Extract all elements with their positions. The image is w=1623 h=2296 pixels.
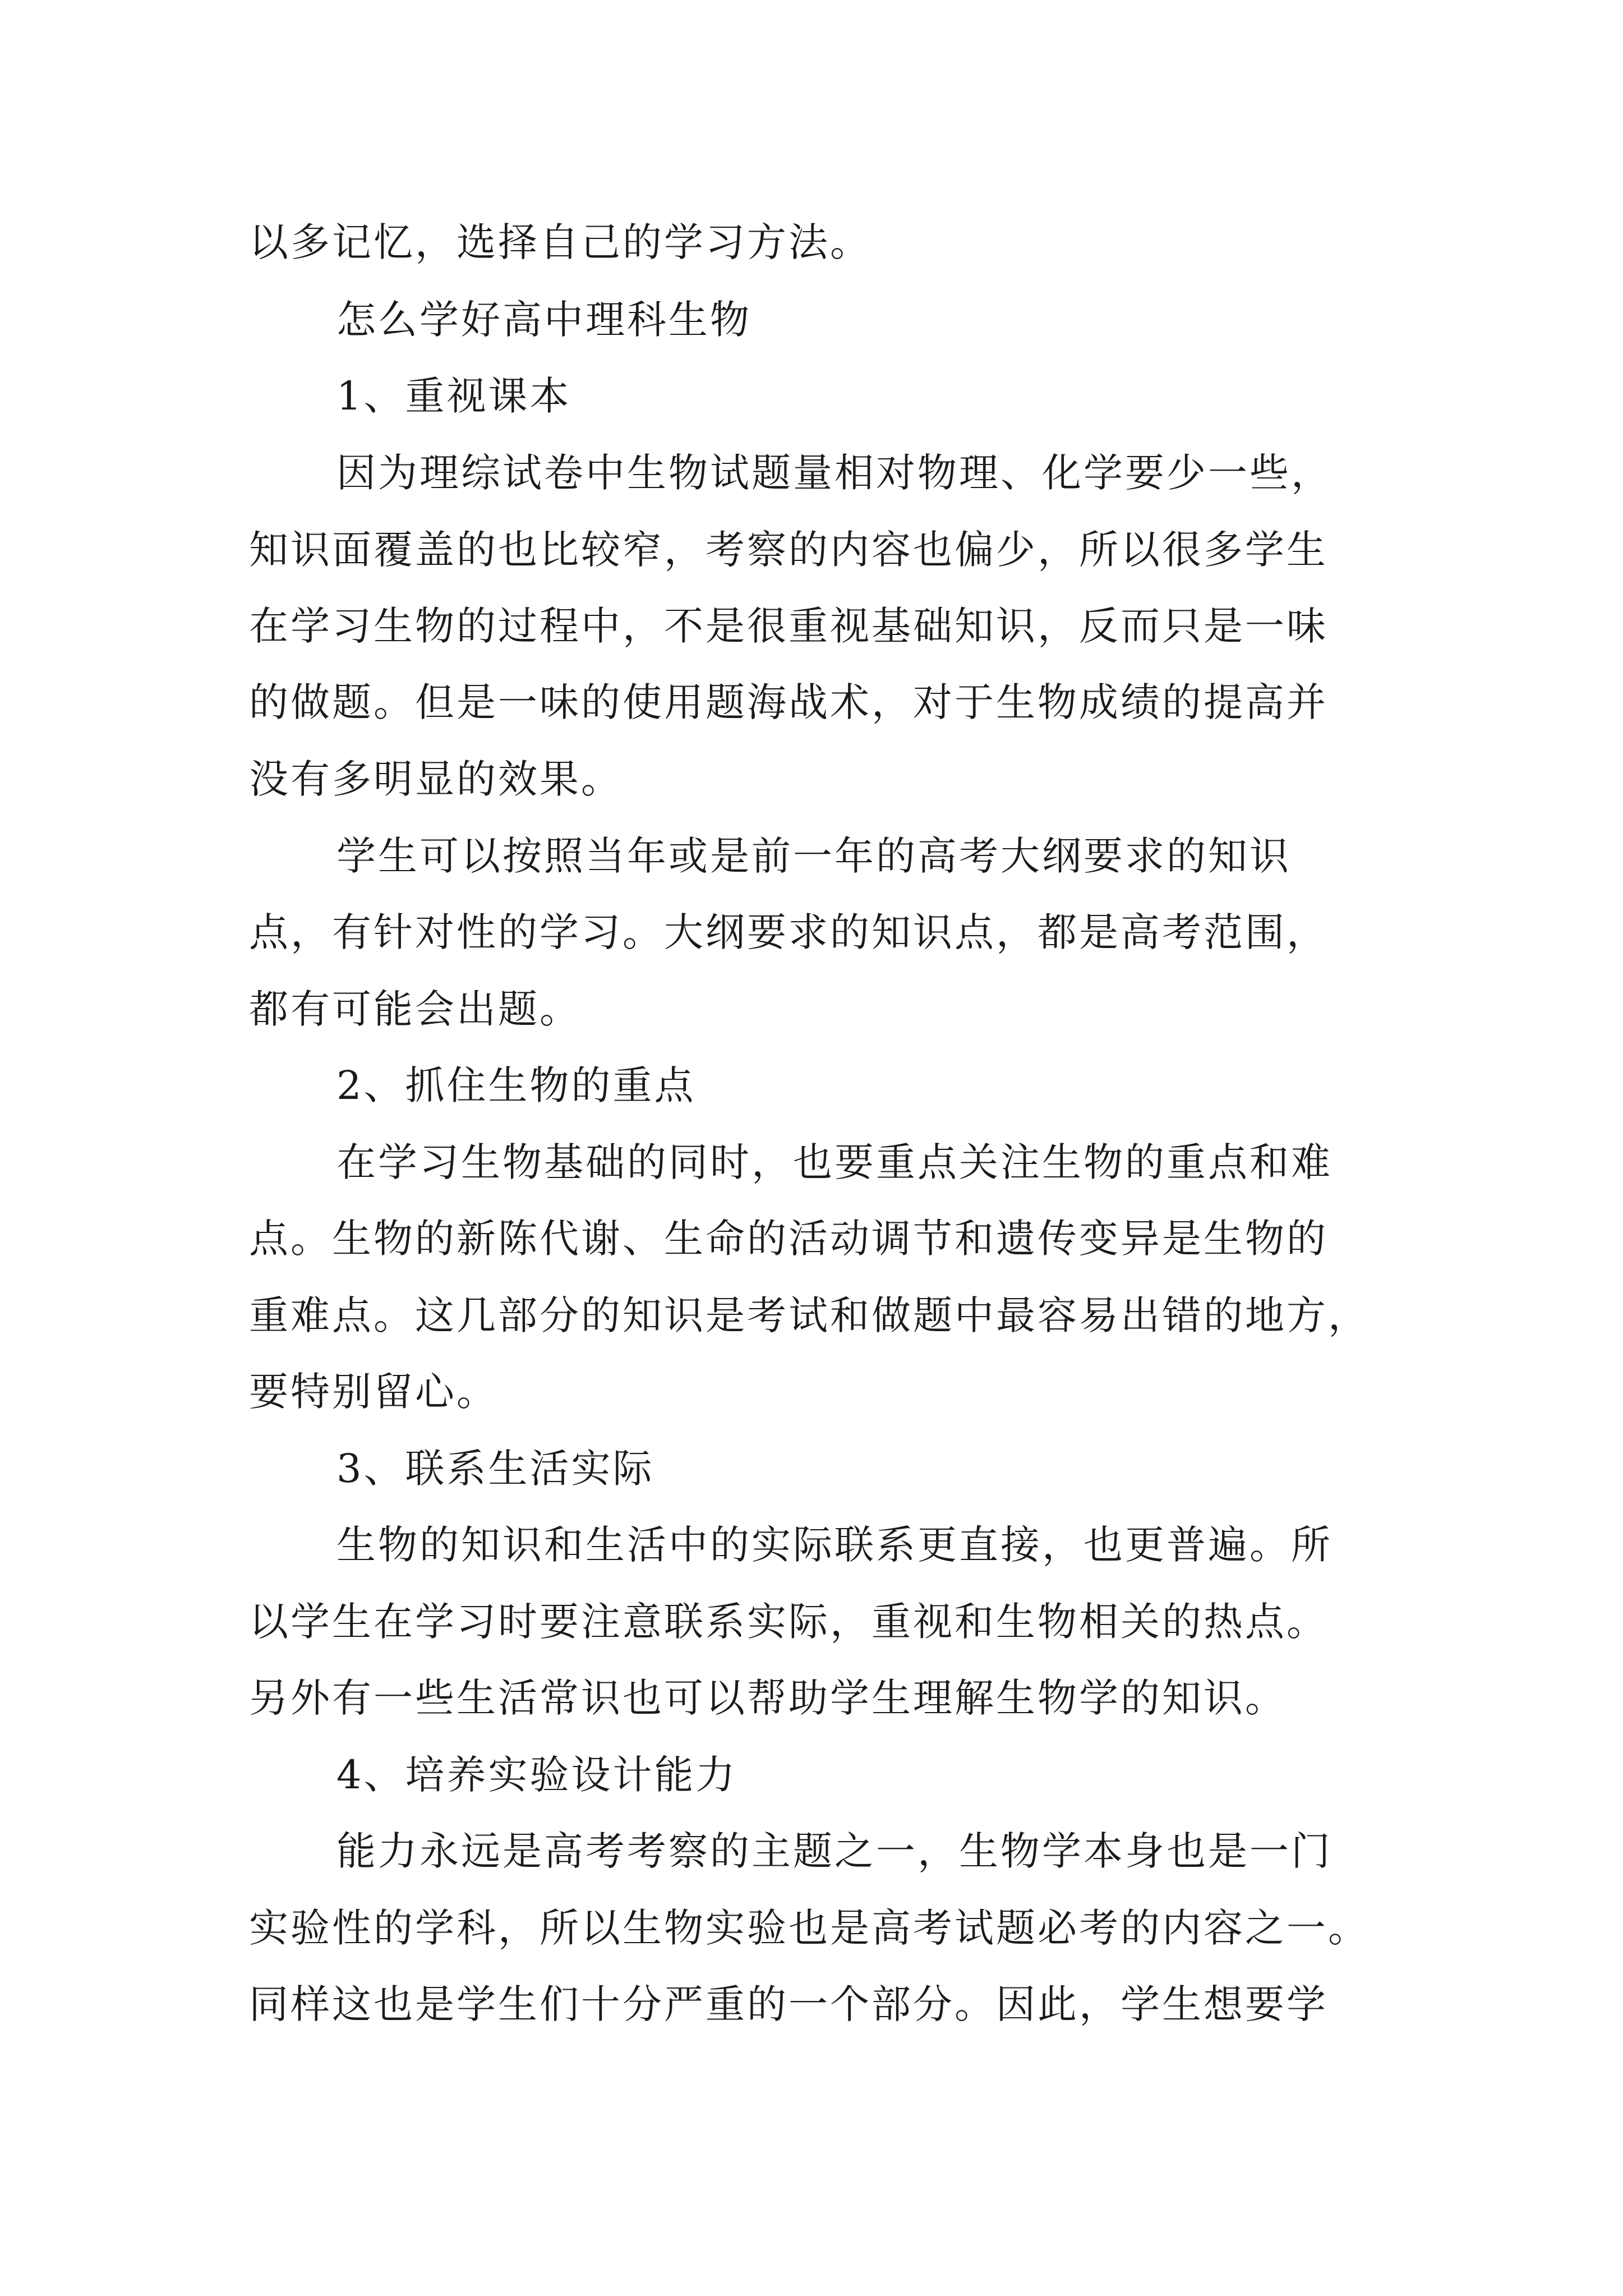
text-line: 在学习生物基础的同时，也要重点关注生物的重点和难	[336, 1139, 1332, 1185]
section-heading: 1、重视课本	[336, 373, 571, 419]
text-line: 在学习生物的过程中，不是很重视基础知识，反而只是一味	[249, 603, 1328, 649]
text-line: 生物的知识和生活中的实际联系更直接，也更普遍。所	[336, 1522, 1332, 1568]
text-line: 学生可以按照当年或是前一年的高考大纲要求的知识	[336, 833, 1291, 879]
section-heading: 3、联系生活实际	[336, 1446, 654, 1492]
text-line: 要特别留心。	[249, 1369, 498, 1415]
section-title: 怎么学好高中理科生物	[336, 297, 751, 343]
text-line: 重难点。这几部分的知识是考试和做题中最容易出错的地方，	[249, 1292, 1370, 1338]
section-heading: 2、抓住生物的重点	[336, 1062, 696, 1108]
text-line: 以学生在学习时要注意联系实际，重视和生物相关的热点。	[249, 1599, 1328, 1645]
text-line: 以多记忆，选择自己的学习方法。	[249, 219, 872, 265]
text-line: 都有可能会出题。	[249, 986, 581, 1032]
text-line: 知识面覆盖的也比较窄，考察的内容也偏少，所以很多学生	[249, 527, 1328, 573]
text-line: 点，有针对性的学习。大纲要求的知识点，都是高考范围，	[249, 909, 1328, 955]
text-line: 另外有一些生活常识也可以帮助学生理解生物学的知识。	[249, 1675, 1287, 1721]
text-line: 没有多明显的效果。	[249, 756, 623, 802]
text-line: 因为理综试卷中生物试题量相对物理、化学要少一些，	[336, 450, 1332, 496]
text-line: 同样这也是学生们十分严重的一个部分。因此，学生想要学	[249, 1981, 1328, 2027]
text-line: 的做题。但是一味的使用题海战术，对于生物成绩的提高并	[249, 679, 1328, 725]
section-heading: 4、培养实验设计能力	[336, 1752, 737, 1798]
text-line: 实验性的学科，所以生物实验也是高考试题必考的内容之一。	[249, 1905, 1370, 1951]
text-line: 点。生物的新陈代谢、生命的活动调节和遗传变异是生物的	[249, 1216, 1328, 1262]
text-line: 能力永远是高考考察的主题之一，生物学本身也是一门	[336, 1828, 1332, 1874]
